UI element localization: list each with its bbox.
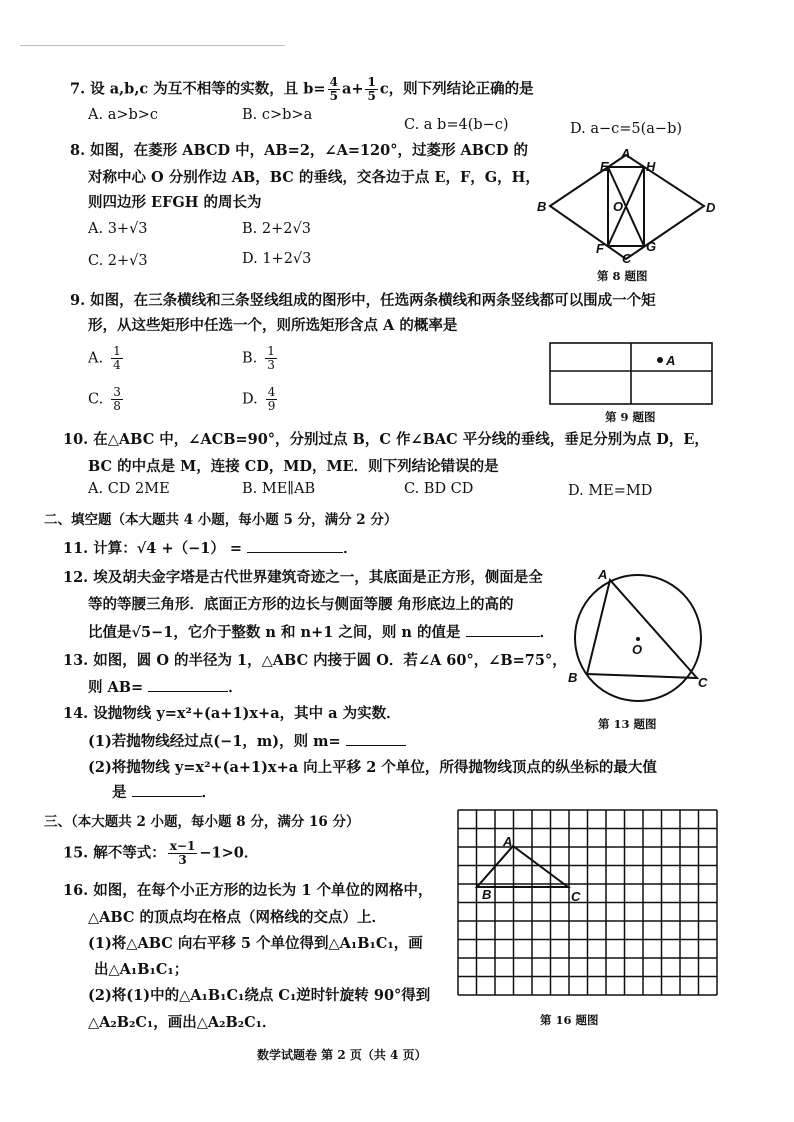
q13-label-a: A: [598, 567, 608, 582]
q11-answer-blank[interactable]: [247, 538, 343, 553]
q16-label-c: C: [571, 889, 581, 904]
q14-line4-wrap: [112, 781, 216, 802]
q11-tail: ．: [343, 540, 358, 557]
q8-label-e: E: [600, 159, 609, 174]
q9-option-a-num: 1: [113, 344, 121, 358]
q16-line5: (2)将(1)中的△A₁B₁C₁绕点 C₁逆时针旋转 90°得到: [88, 987, 431, 1004]
q7-frac2: [365, 76, 377, 103]
section-2-heading: 二、填空题（本大题共 4 小题，每小题 5 分，满分 2 分）: [44, 512, 398, 528]
q14-tail: ．: [201, 784, 217, 801]
q14-line1: 14. 设抛物线 y=x²+(a+1)x+a，其中 a 为实数．: [63, 705, 401, 722]
q12-line2: 等的等腰三角形．底面正方形的边长与侧面等腰 角形底边上的高的: [88, 596, 514, 613]
q13-answer-blank[interactable]: [148, 677, 228, 692]
q13-label-b: B: [568, 670, 578, 685]
q15-frac-num: x−1: [169, 839, 196, 853]
q9-grid-figure: [549, 342, 719, 406]
q8-label-a: A: [621, 146, 631, 161]
q14-line3: (2)将抛物线 y=x²+(a+1)x+a 向上平移 2 个单位，所得抛物线顶点的纵坐标的最大值: [88, 759, 657, 776]
q10-option-d: D. ME=MD: [568, 483, 653, 499]
q9-caption: 第 9 题图: [605, 410, 656, 424]
q8-line3: 则四边形 EFGH 的周长为: [88, 194, 262, 211]
q16-line4: 出△A₁B₁C₁；: [94, 961, 189, 978]
q10-option-b: B. ME∥AB: [242, 481, 316, 497]
q9-option-c-den: 8: [113, 399, 121, 413]
q16-label-b: B: [482, 887, 492, 902]
q16-line6: △A₂B₂C₁，画出△A₂B₂C₁．: [88, 1014, 277, 1031]
q7-option-a: A. a>b>c: [88, 107, 159, 123]
q8-option-a: A. 3+√3: [88, 221, 148, 237]
q15-frac-den: 3: [178, 853, 187, 867]
q10-line2: BC 的中点是 M，连接 CD，MD，ME．则下列结论错误的是: [88, 458, 499, 475]
q9-option-c-num: 3: [113, 385, 121, 399]
q8-label-d: D: [706, 200, 716, 215]
q13-label-o: O: [632, 642, 643, 657]
q9-option-a-den: 4: [113, 358, 121, 372]
q8-label-o: O: [613, 199, 624, 214]
q14-line4: 是: [112, 784, 127, 801]
q7-frac2-num: 1: [367, 75, 376, 89]
q9-option-d-label: D.: [242, 391, 258, 408]
q8-label-c: C: [622, 251, 632, 266]
q8-option-c: C. 2+√3: [88, 253, 148, 269]
q9-option-d: [242, 386, 279, 413]
q7-option-c: C. a b=4(b−c): [404, 117, 509, 133]
q8-label-f: F: [596, 241, 604, 256]
q13-caption: 第 13 题图: [598, 717, 657, 731]
q10-option-a: A. CD 2ME: [88, 481, 170, 497]
q8-rhombus-figure: [530, 140, 730, 275]
q9-point-a-label: A: [666, 353, 676, 368]
q12-line1: 12. 埃及胡夫金字塔是古代世界建筑奇迹之一，其底面是正方形，侧面是全: [63, 569, 543, 586]
q12-answer-blank[interactable]: [466, 622, 540, 637]
q9-line2: 形，从这些矩形中任选一个，则所选矩形含点 A 的概率是: [88, 317, 458, 334]
q8-option-d: D. 1+2√3: [242, 251, 312, 267]
q8-caption: 第 8 题图: [597, 269, 648, 283]
q10-line1: 10. 在△ABC 中，∠ACB=90°，分别过点 B，C 作∠BAC 平分线的垂线，垂足分别为点 D，E，: [63, 431, 709, 448]
q11-text: 11. 计算：√4 +（−1） =: [63, 540, 243, 557]
q8-line2: 对称中心 O 分别作边 AB，BC 的垂线，交各边于点 E，F，G，H，: [88, 169, 540, 186]
q7-stem: [70, 76, 534, 103]
q12-line3: 比值是√5−1，它介于整数 n 和 n+1 之间，则 n 的值是: [88, 624, 461, 641]
q7-frac1: [328, 76, 340, 103]
q15-question: [63, 840, 258, 867]
q12-line3-wrap: [88, 621, 554, 642]
q7-mid: a+: [341, 80, 364, 98]
q9-option-b-label: B.: [242, 350, 258, 367]
q8-line1: 8. 如图，在菱形 ABCD 中，AB=2，∠A=120°，过菱形 ABCD 的: [70, 142, 528, 159]
section-3-heading: 三、（本大题共 2 小题，每小题 8 分，满分 16 分）: [44, 814, 360, 830]
q13-line2: 则 AB=: [88, 679, 144, 696]
q9-option-b: [242, 345, 279, 372]
q9-option-b-num: 1: [267, 344, 275, 358]
q15-post: −1>0．: [199, 844, 259, 862]
q14-line2: (1)若抛物线经过点(−1，m)，则 m=: [88, 733, 341, 750]
q8-option-b: B. 2+2√3: [242, 221, 311, 237]
q9-option-a: [88, 345, 125, 372]
q16-line2: △ABC 的顶点均在格点（网格线的交点）上．: [88, 909, 387, 926]
q7-option-b: B. c>b>a: [242, 107, 313, 123]
q13-line2-wrap: [88, 676, 243, 697]
q9-line1: 9. 如图，在三条横线和三条竖线组成的图形中，任选两条横线和两条竖线都可以围成一个矩: [70, 292, 656, 309]
q9-option-a-label: A.: [88, 350, 104, 367]
q7-option-d: D. a−c=5(a−b): [570, 121, 683, 137]
q9-option-b-den: 3: [267, 358, 275, 372]
q7-tail: c，则下列结论正确的是: [379, 80, 534, 98]
q16-label-a: A: [503, 834, 513, 849]
page-footer: 数学试题卷 第 2 页（共 4 页）: [257, 1048, 427, 1062]
q12-tail: ．: [539, 624, 555, 641]
q14-part1-blank[interactable]: [346, 731, 406, 746]
q13-tail: ．: [228, 679, 243, 696]
q9-option-c: [88, 386, 125, 413]
q8-label-h: H: [646, 159, 656, 174]
q14-part2-blank[interactable]: [132, 782, 202, 797]
q7-frac1-num: 4: [329, 75, 338, 89]
q16-line1: 16. 如图，在每个小正方形的边长为 1 个单位的网格中，: [63, 882, 433, 899]
q13-label-c: C: [698, 675, 708, 690]
q15-pre: 15. 解不等式：: [63, 844, 166, 862]
q13-circle-figure: [560, 560, 710, 705]
q13-line1: 13. 如图，圆 O 的半径为 1，△ABC 内接于圆 O．若∠A 60°，∠B=75°，: [63, 652, 567, 669]
q8-label-b: B: [537, 199, 547, 214]
q16-caption: 第 16 题图: [540, 1013, 599, 1027]
q10-option-c: C. BD CD: [404, 481, 474, 497]
q16-grid-figure: [458, 810, 718, 1005]
q9-option-c-label: C.: [88, 391, 104, 408]
q8-label-g: G: [646, 239, 657, 254]
q7-frac2-den: 5: [367, 89, 376, 103]
q14-line2-wrap: [88, 730, 406, 751]
q11-question: [63, 537, 358, 558]
q7-stem-text: 7. 设 a,b,c 为互不相等的实数，且 b=: [70, 80, 326, 98]
q7-frac1-den: 5: [329, 89, 338, 103]
q16-line3: (1)将△ABC 向右平移 5 个单位得到△A₁B₁C₁，画: [88, 935, 423, 952]
q9-option-d-num: 4: [267, 385, 276, 399]
q9-option-d-den: 9: [267, 399, 276, 413]
top-rule: [20, 45, 285, 46]
